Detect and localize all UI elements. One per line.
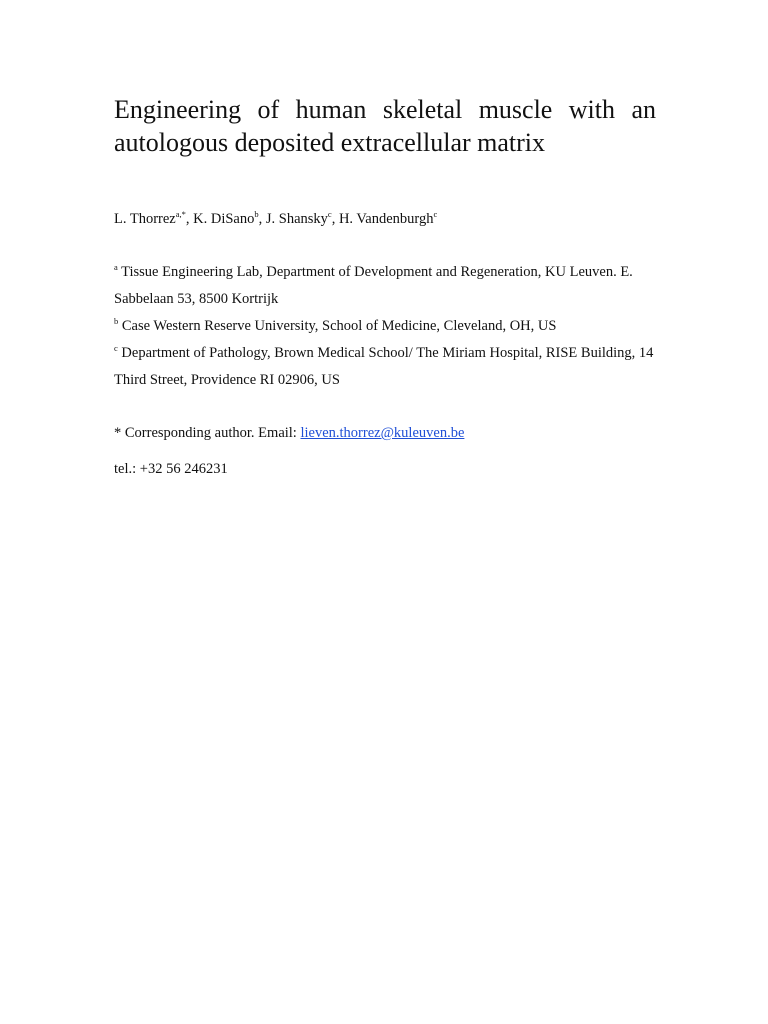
email-link[interactable]: lieven.thorrez@kuleuven.be bbox=[300, 425, 465, 441]
affiliation-c bbox=[114, 340, 662, 394]
author-affiliation-mark: c bbox=[433, 209, 438, 219]
author-name: J. Shansky bbox=[265, 211, 328, 227]
affiliation-text: Case Western Reserve University, School of Medicine, Cleveland, OH, US bbox=[118, 318, 557, 334]
author-name: K. DiSano bbox=[193, 211, 255, 227]
author-name: L. Thorrez bbox=[114, 211, 176, 227]
author-name: H. Vandenburgh bbox=[338, 211, 434, 227]
author-separator: , bbox=[185, 211, 194, 227]
author-affiliation-mark: a,* bbox=[175, 209, 186, 219]
corresponding-author bbox=[114, 421, 464, 445]
author-list bbox=[114, 209, 437, 229]
affiliation-mark: a bbox=[114, 262, 118, 272]
corresponding-label: * Corresponding author. Email: bbox=[114, 425, 301, 441]
affiliation-a bbox=[114, 259, 662, 313]
affiliation-b bbox=[114, 313, 662, 340]
telephone: tel.: +32 56 246231 bbox=[114, 461, 228, 477]
author-separator: , bbox=[331, 211, 339, 227]
affiliation-mark: c bbox=[114, 343, 118, 353]
affiliation-text: Tissue Engineering Lab, Department of Development and Regeneration, KU Leuven. E. Sabbelaan 53, 8500 Kortrijk bbox=[114, 264, 633, 307]
author-affiliation-mark: b bbox=[254, 209, 259, 219]
author-separator: , bbox=[258, 211, 266, 227]
affiliation-text: Department of Pathology, Brown Medical School/ The Miriam Hospital, RISE Building, 14 Third Street, Providence RI 02906, US bbox=[114, 345, 654, 388]
paper-title: Engineering of human skeletal muscle with an autologous deposited extracellular matrix bbox=[114, 95, 656, 157]
author-affiliation-mark: c bbox=[327, 209, 332, 219]
affiliation-mark: b bbox=[114, 316, 119, 326]
